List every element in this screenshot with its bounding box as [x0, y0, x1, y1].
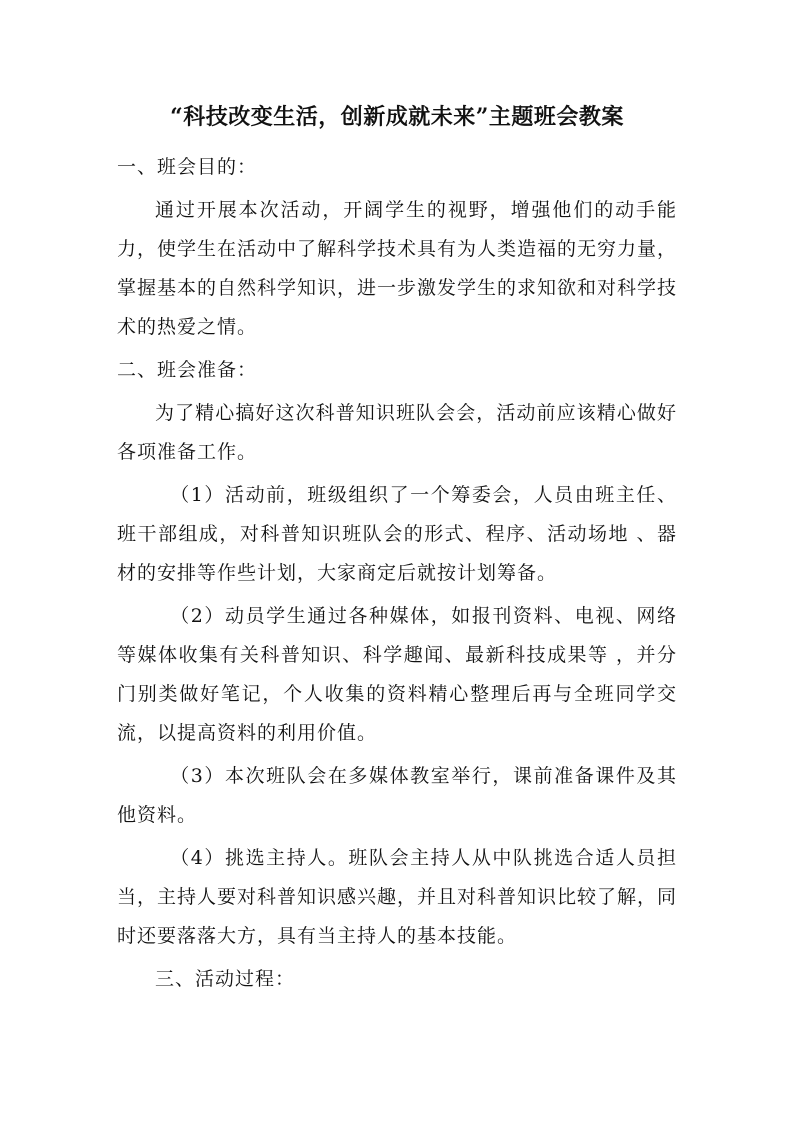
- document-body: [117, 148, 677, 1003]
- list-item-preparation-2: （2）动员学生通过各种媒体，如报刊资料、电视、网络等媒体收集有关科普知识、科学趣闻、最新科技成果等 ，并分门别类做好笔记，个人收集的资料精心整理后再与全班同学交流，以提高资料的利用价值。: [117, 605, 677, 744]
- list-item-preparation-4: （4）挑选主持人。班队会主持人从中队挑选合适人员担当，主持人要对科普知识感兴趣，并且对科普知识比较了解，同时还要落落大方，具有当主持人的基本技能。: [117, 847, 678, 947]
- section-heading-purpose: 一、班会目的：: [117, 156, 258, 178]
- list-item-preparation-1: （1）活动前，班级组织了一个筹委会，人员由班主任、班干部组成，对科普知识班队会的形式、程序、活动场地 、器材的安排等作些计划，大家商定后就按计划筹备。: [117, 484, 677, 584]
- list-item-preparation-3: （3）本次班队会在多媒体教室举行，课前准备课件及其他资料。: [117, 765, 677, 826]
- document-title: “科技改变生活，创新成就未来”主题班会教案: [170, 104, 624, 130]
- paragraph-preparation: 为了精心搞好这次科普知识班队会会，活动前应该精心做好各项准备工作。: [117, 402, 677, 463]
- paragraph-purpose: 通过开展本次活动，开阔学生的视野，增强他们的动手能力，使学生在活动中了解科学技术具有为人类造福的无穷力量，掌握基本的自然科学知识，进一步激发学生的求知欲和对科学技术的热爱之情。: [117, 199, 678, 338]
- section-heading-preparation: 二、班会准备：: [117, 359, 258, 381]
- section-heading-process: 三、活动过程：: [155, 968, 296, 990]
